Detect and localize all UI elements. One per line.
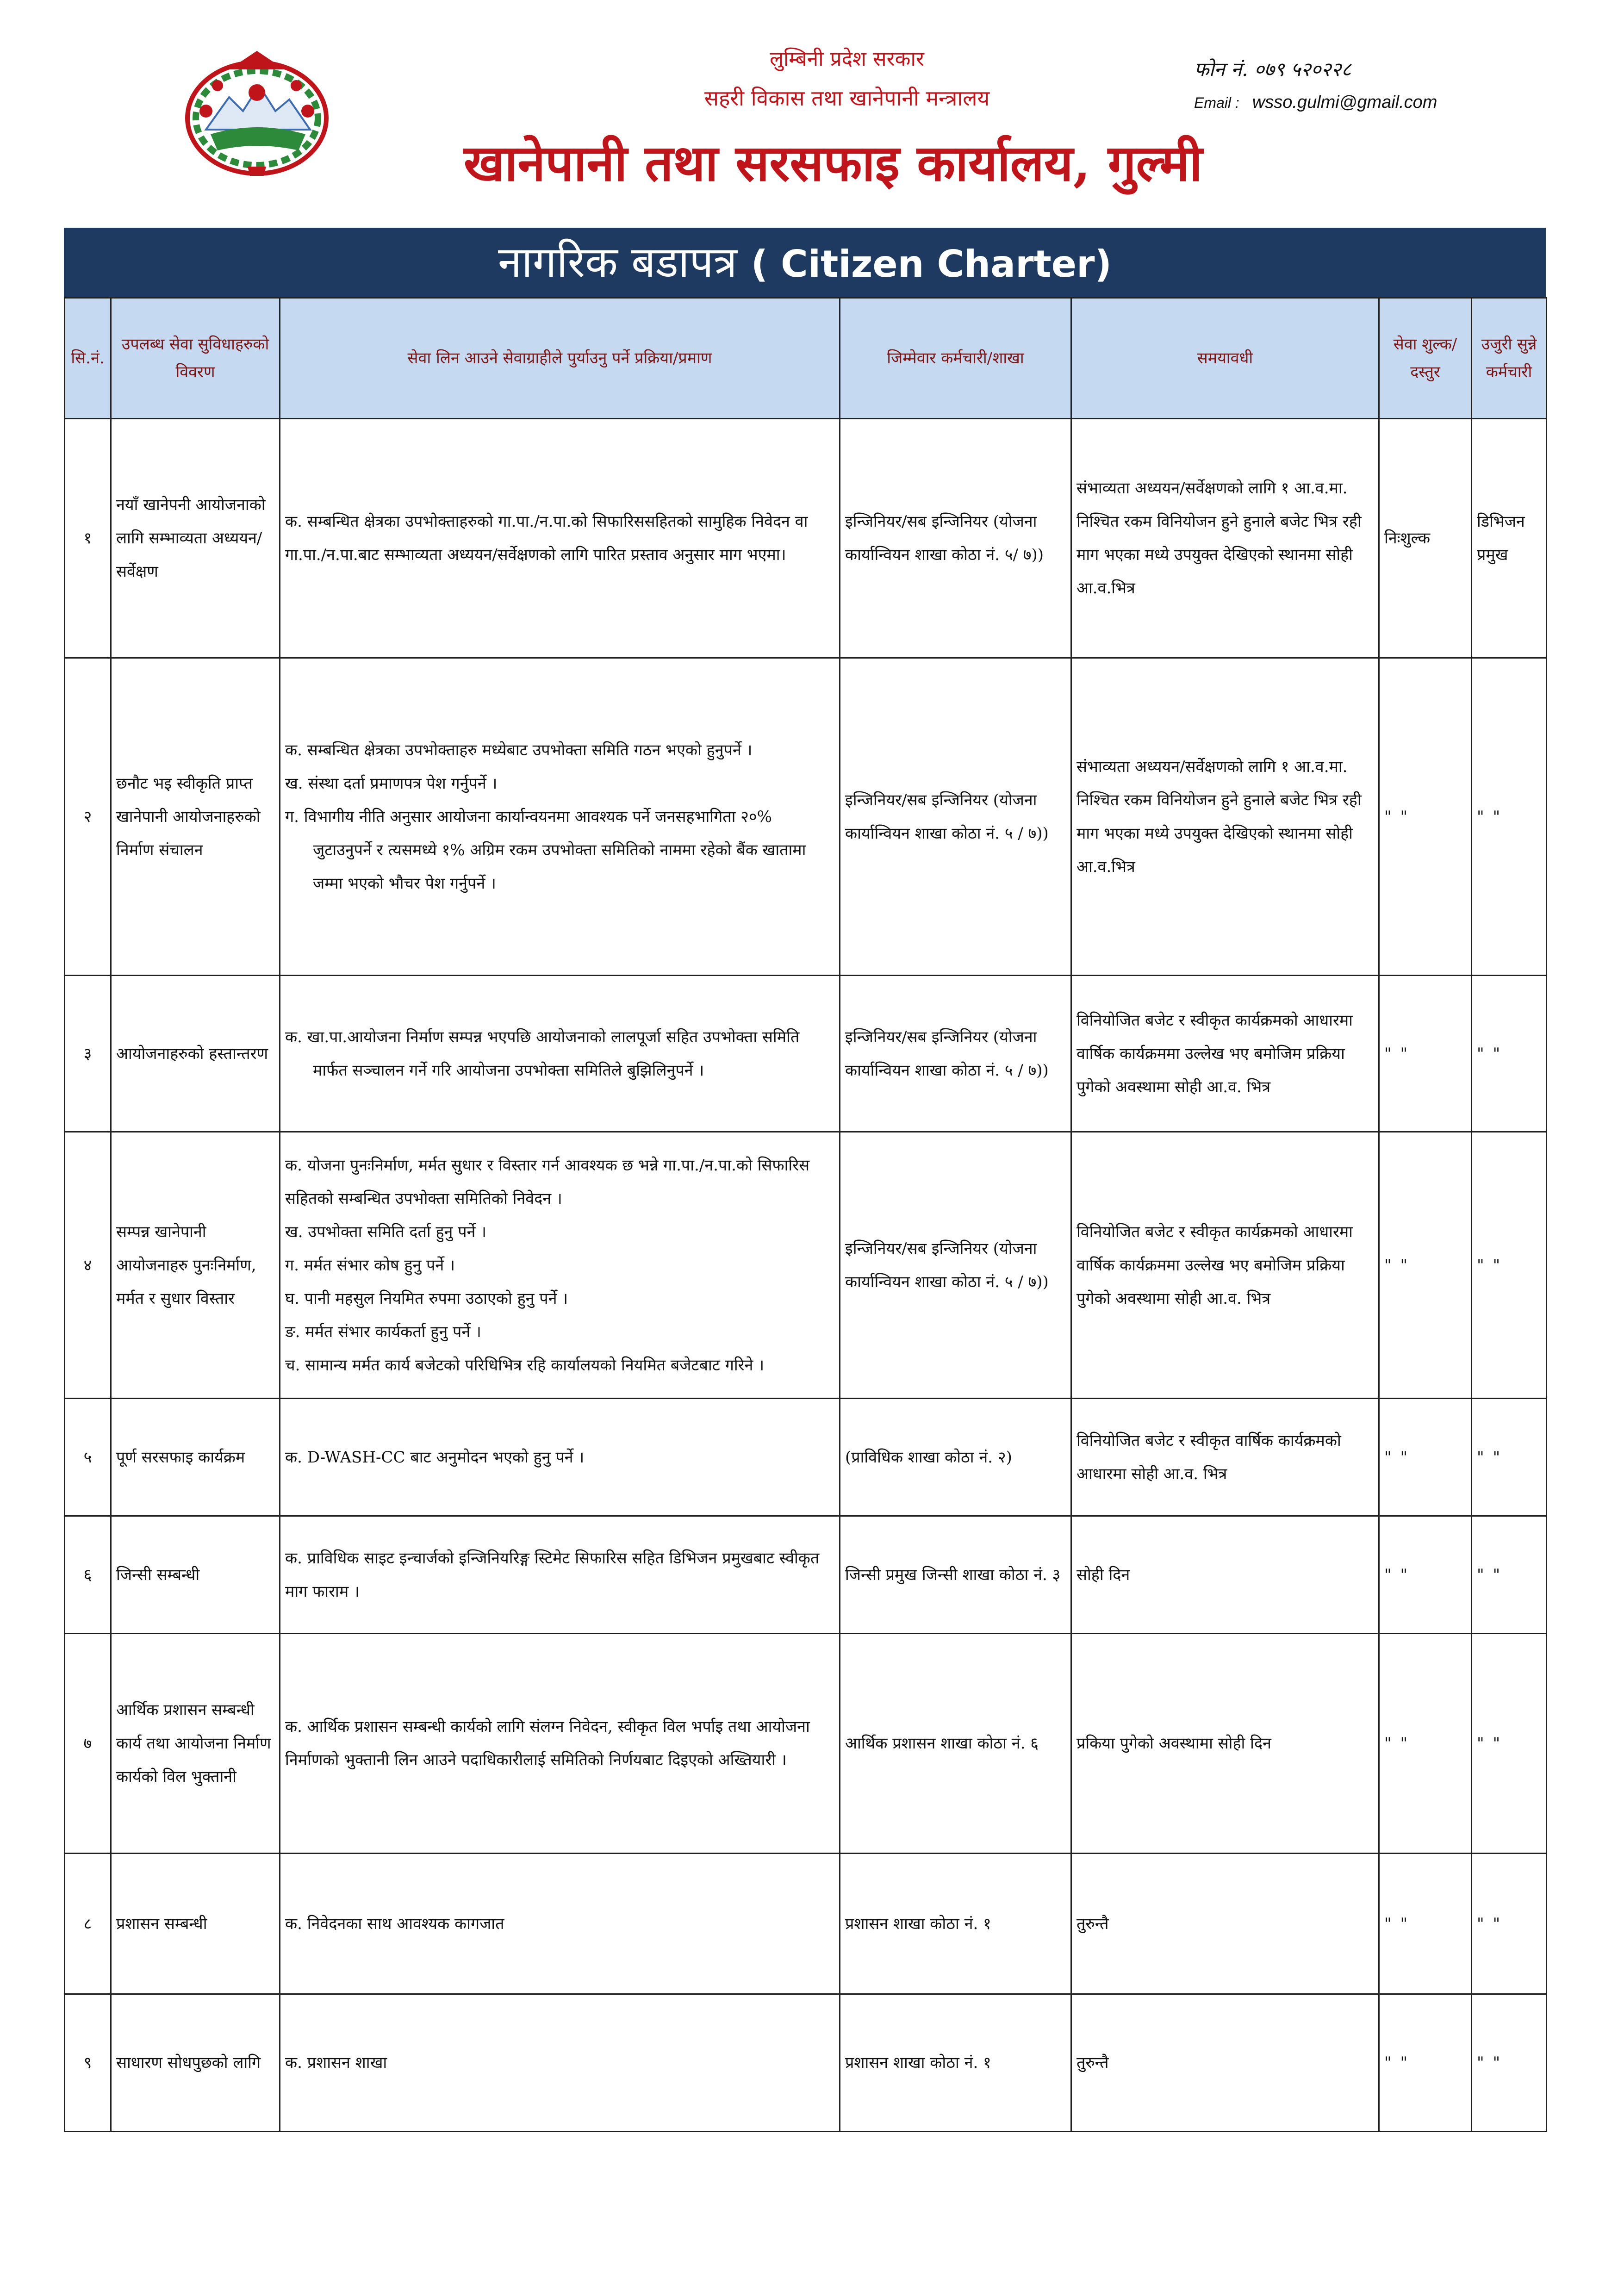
cell-responsible: इन्जिनियर/सब इन्जिनियर (योजना कार्यान्वियन शाखा कोठा नं. ५ / ७))	[840, 658, 1071, 976]
cell-complaint: डिभिजन प्रमुख	[1472, 419, 1547, 658]
table-header-row	[65, 298, 1547, 419]
cell-sn: ५	[65, 1399, 111, 1516]
cell-service: जिन्सी सम्बन्धी	[111, 1516, 280, 1634]
process-line: क. सम्बन्धित क्षेत्रका उपभोक्ताहरुको गा.पा./न.पा.को सिफारिससहितको सामुहिक निवेदन वा गा.पा./न.पा.बाट सम्भाव्यता अध्ययन/सर्वेक्षणको लागि पारित प्रस्ताव अनुसार माग भएमा।	[285, 512, 808, 564]
cell-time: संभाव्यता अध्ययन/सर्वेक्षणको लागि १ आ.व.मा. निश्चित रकम विनियोजन हुने हुनाले बजेट भित्र रही माग भएका मध्ये उपयुक्त देखिएको स्थानमा सोही आ.व.भित्र	[1071, 658, 1379, 976]
table-row	[65, 658, 1547, 976]
cell-sn: ७	[65, 1634, 111, 1854]
cell-time: सोही दिन	[1071, 1516, 1379, 1634]
process-line: जुटाउनुपर्ने र त्यसमध्ये १% अग्रिम रकम उपभोक्ता समितिको नाममा रहेको बैंक खातामा	[313, 840, 806, 859]
cell-process	[280, 658, 840, 976]
cell-service: आर्थिक प्रशासन सम्बन्धी कार्य तथा आयोजना निर्माण कार्यको विल भुक्तानी	[111, 1634, 280, 1854]
header-service: उपलब्ध सेवा सुविधाहरुको विवरण	[111, 298, 280, 419]
cell-sn: २	[65, 658, 111, 976]
process-line: मार्फत सञ्चालन गर्ने गरि आयोजना उपभोक्ता समितिले बुझिलिनुपर्ने ।	[313, 1061, 704, 1080]
cell-responsible: जिन्सी प्रमुख जिन्सी शाखा कोठा नं. ३	[840, 1516, 1071, 1634]
header-time: समयावधी	[1071, 298, 1379, 419]
process-line: क. आर्थिक प्रशासन सम्बन्धी कार्यको लागि संलग्न निवेदन, स्वीकृत विल भर्पाइ तथा आयोजना निर्माणको भुक्तानी लिन आउने पदाधिकारीलाई समितिको निर्णयबाट दिइएको अख्तियारी ।	[285, 1717, 810, 1769]
cell-service: सम्पन्न खानेपानी आयोजनाहरु पुनःनिर्माण, मर्मत र सुधार विस्तार	[111, 1132, 280, 1399]
cell-fee: " "	[1379, 1994, 1472, 2132]
office-name: खानेपानी तथा सरसफाइ कार्यालय, गुल्मी	[464, 134, 1202, 193]
cell-process	[280, 419, 840, 658]
cell-complaint: " "	[1472, 1854, 1547, 1994]
process-line: क. निवेदनका साथ आवश्यक कागजात	[285, 1914, 504, 1933]
cell-complaint: " "	[1472, 1634, 1547, 1854]
province-name: लुम्बिनी प्रदेश सरकार	[770, 47, 924, 71]
cell-service: पूर्ण सरसफाइ कार्यक्रम	[111, 1399, 280, 1516]
process-line: च. सामान्य मर्मत कार्य बजेटको परिधिभित्र रहि कार्यालयको नियमित बजेटबाट गरिने ।	[285, 1356, 765, 1375]
table-row	[65, 419, 1547, 658]
cell-time: विनियोजित बजेट र स्वीकृत वार्षिक कार्यक्रमको आधारमा सोही आ.व. भित्र	[1071, 1399, 1379, 1516]
cell-complaint: " "	[1472, 1399, 1547, 1516]
cell-service: नयाँ खानेपनी आयोजनाको लागि सम्भाव्यता अध्ययन/सर्वेक्षण	[111, 419, 280, 658]
citizen-charter-table	[64, 297, 1547, 2132]
cell-process	[280, 976, 840, 1132]
process-line: घ. पानी महसुल नियमित रुपमा उठाएको हुनु पर्ने ।	[285, 1289, 568, 1308]
cell-process	[280, 1994, 840, 2132]
charter-title	[64, 228, 1546, 297]
header-process: सेवा लिन आउने सेवाग्राहीले पुर्याउनु पर्ने प्रक्रिया/प्रमाण	[280, 298, 840, 419]
process-line: जम्मा भएको भौचर पेश गर्नुपर्ने ।	[313, 874, 496, 893]
table-row	[65, 1399, 1547, 1516]
table-row	[65, 1854, 1547, 1994]
process-line: क. खा.पा.आयोजना निर्माण सम्पन्न भएपछि आयोजनाको लालपूर्जा सहित उपभोक्ता समिति	[285, 1027, 800, 1046]
process-line: क. प्राविधिक साइट इन्चार्जको इन्जिनियरिङ्ग स्टिमेट सिफारिस सहित डिभिजन प्रमुखबाट स्वीकृत माग फाराम ।	[285, 1549, 820, 1601]
phone-number: फोन नं. ०७९ ५२०२२८	[1194, 58, 1351, 81]
cell-responsible: आर्थिक प्रशासन शाखा कोठा नं. ६	[840, 1634, 1071, 1854]
charter-title-np: नागरिक बडापत्र	[498, 237, 737, 287]
cell-sn: ८	[65, 1854, 111, 1994]
table-row	[65, 1516, 1547, 1634]
cell-complaint: " "	[1472, 1516, 1547, 1634]
header-sn: सि.नं.	[65, 298, 111, 419]
cell-process	[280, 1399, 840, 1516]
cell-responsible: (प्राविधिक शाखा कोठा नं. २)	[840, 1399, 1071, 1516]
process-line: ङ. मर्मत संभार कार्यकर्ता हुनु पर्ने ।	[285, 1322, 481, 1341]
process-line: ग. विभागीय नीति अनुसार आयोजना कार्यान्वयनमा आवश्यक पर्ने जनसहभागिता २०%	[285, 807, 772, 826]
header-responsible: जिम्मेवार कर्मचारी/शाखा	[840, 298, 1071, 419]
cell-service: साधारण सोधपुछको लागि	[111, 1994, 280, 2132]
cell-service: आयोजनाहरुको हस्तान्तरण	[111, 976, 280, 1132]
cell-sn: १	[65, 419, 111, 658]
cell-fee: " "	[1379, 1634, 1472, 1854]
cell-time: तुरुन्तै	[1071, 1994, 1379, 2132]
cell-responsible: इन्जिनियर/सब इन्जिनियर (योजना कार्यान्वियन शाखा कोठा नं. ५ / ७))	[840, 1132, 1071, 1399]
cell-complaint: " "	[1472, 976, 1547, 1132]
cell-responsible: इन्जिनियर/सब इन्जिनियर (योजना कार्यान्वियन शाखा कोठा नं. ५/ ७))	[840, 419, 1071, 658]
process-line: ख. संस्था दर्ता प्रमाणपत्र पेश गर्नुपर्ने ।	[285, 774, 498, 793]
header-complaint: उजुरी सुन्ने कर्मचारी	[1472, 298, 1547, 419]
cell-fee: " "	[1379, 1132, 1472, 1399]
cell-complaint: " "	[1472, 1132, 1547, 1399]
cell-responsible: प्रशासन शाखा कोठा नं. १	[840, 1994, 1071, 2132]
charter-title-en: ( Citizen Charter)	[751, 243, 1112, 286]
cell-complaint: " "	[1472, 1994, 1547, 2132]
table-row	[65, 1132, 1547, 1399]
process-line: क. सम्बन्धित क्षेत्रका उपभोक्ताहरु मध्येबाट उपभोक्ता समिति गठन भएको हुनुपर्ने ।	[285, 740, 753, 759]
email-label: Email :	[1194, 94, 1239, 111]
cell-sn: ३	[65, 976, 111, 1132]
cell-fee: " "	[1379, 1516, 1472, 1634]
cell-time: संभाव्यता अध्ययन/सर्वेक्षणको लागि १ आ.व.मा. निश्चित रकम विनियोजन हुने हुनाले बजेट भित्र रही माग भएका मध्ये उपयुक्त देखिएको स्थानमा सोही आ.व.भित्र	[1071, 419, 1379, 658]
cell-process	[280, 1516, 840, 1634]
cell-sn: ९	[65, 1994, 111, 2132]
cell-fee: " "	[1379, 976, 1472, 1132]
cell-responsible: प्रशासन शाखा कोठा नं. १	[840, 1854, 1071, 1994]
cell-fee: निःशुल्क	[1379, 419, 1472, 658]
cell-process	[280, 1132, 840, 1399]
process-line: ग. मर्मत संभार कोष हुनु पर्ने ।	[285, 1256, 455, 1275]
process-line: क. प्रशासन शाखा	[285, 2053, 387, 2072]
process-line: क. योजना पुनःनिर्माण, मर्मत सुधार र विस्तार गर्न आवश्यक छ भन्ने गा.पा./न.पा.को सिफारिस सहितको सम्बन्धित उपभोक्ता समितिको निवेदन ।	[285, 1156, 810, 1208]
cell-time: तुरुन्तै	[1071, 1854, 1379, 1994]
email-line	[1194, 93, 1437, 112]
table-row	[65, 1994, 1547, 2132]
cell-service: छनौट भइ स्वीकृति प्राप्त खानेपानी आयोजनाहरुको निर्माण संचालन	[111, 658, 280, 976]
cell-time: विनियोजित बजेट र स्वीकृत कार्यक्रमको आधारमा वार्षिक कार्यक्रममा उल्लेख भए बमोजिम प्रक्रिया पुगेको अवस्थामा सोही आ.व. भित्र	[1071, 976, 1379, 1132]
cell-process	[280, 1634, 840, 1854]
cell-process	[280, 1854, 840, 1994]
header-fee: सेवा शुल्क/दस्तुर	[1379, 298, 1472, 419]
cell-fee: " "	[1379, 658, 1472, 976]
cell-time: प्रकिया पुगेको अवस्थामा सोही दिन	[1071, 1634, 1379, 1854]
table-row	[65, 976, 1547, 1132]
cell-fee: " "	[1379, 1399, 1472, 1516]
email-address[interactable]: wsso.gulmi@gmail.com	[1252, 93, 1437, 112]
cell-sn: ४	[65, 1132, 111, 1399]
table-row	[65, 1634, 1547, 1854]
letterhead	[0, 0, 1624, 222]
ministry-name: सहरी विकास तथा खानेपानी मन्त्रालय	[704, 86, 990, 111]
cell-service: प्रशासन सम्बन्धी	[111, 1854, 280, 1994]
cell-fee: " "	[1379, 1854, 1472, 1994]
process-line: ख. उपभोक्ता समिति दर्ता हुनु पर्ने ।	[285, 1222, 487, 1241]
cell-complaint: " "	[1472, 658, 1547, 976]
cell-responsible: इन्जिनियर/सब इन्जिनियर (योजना कार्यान्वियन शाखा कोठा नं. ५ / ७))	[840, 976, 1071, 1132]
cell-time: विनियोजित बजेट र स्वीकृत कार्यक्रमको आधारमा वार्षिक कार्यक्रममा उल्लेख भए बमोजिम प्रक्रिया पुगेको अवस्थामा सोही आ.व. भित्र	[1071, 1132, 1379, 1399]
cell-sn: ६	[65, 1516, 111, 1634]
process-line: क. D-WASH-CC बाट अनुमोदन भएको हुनु पर्ने ।	[285, 1448, 585, 1467]
